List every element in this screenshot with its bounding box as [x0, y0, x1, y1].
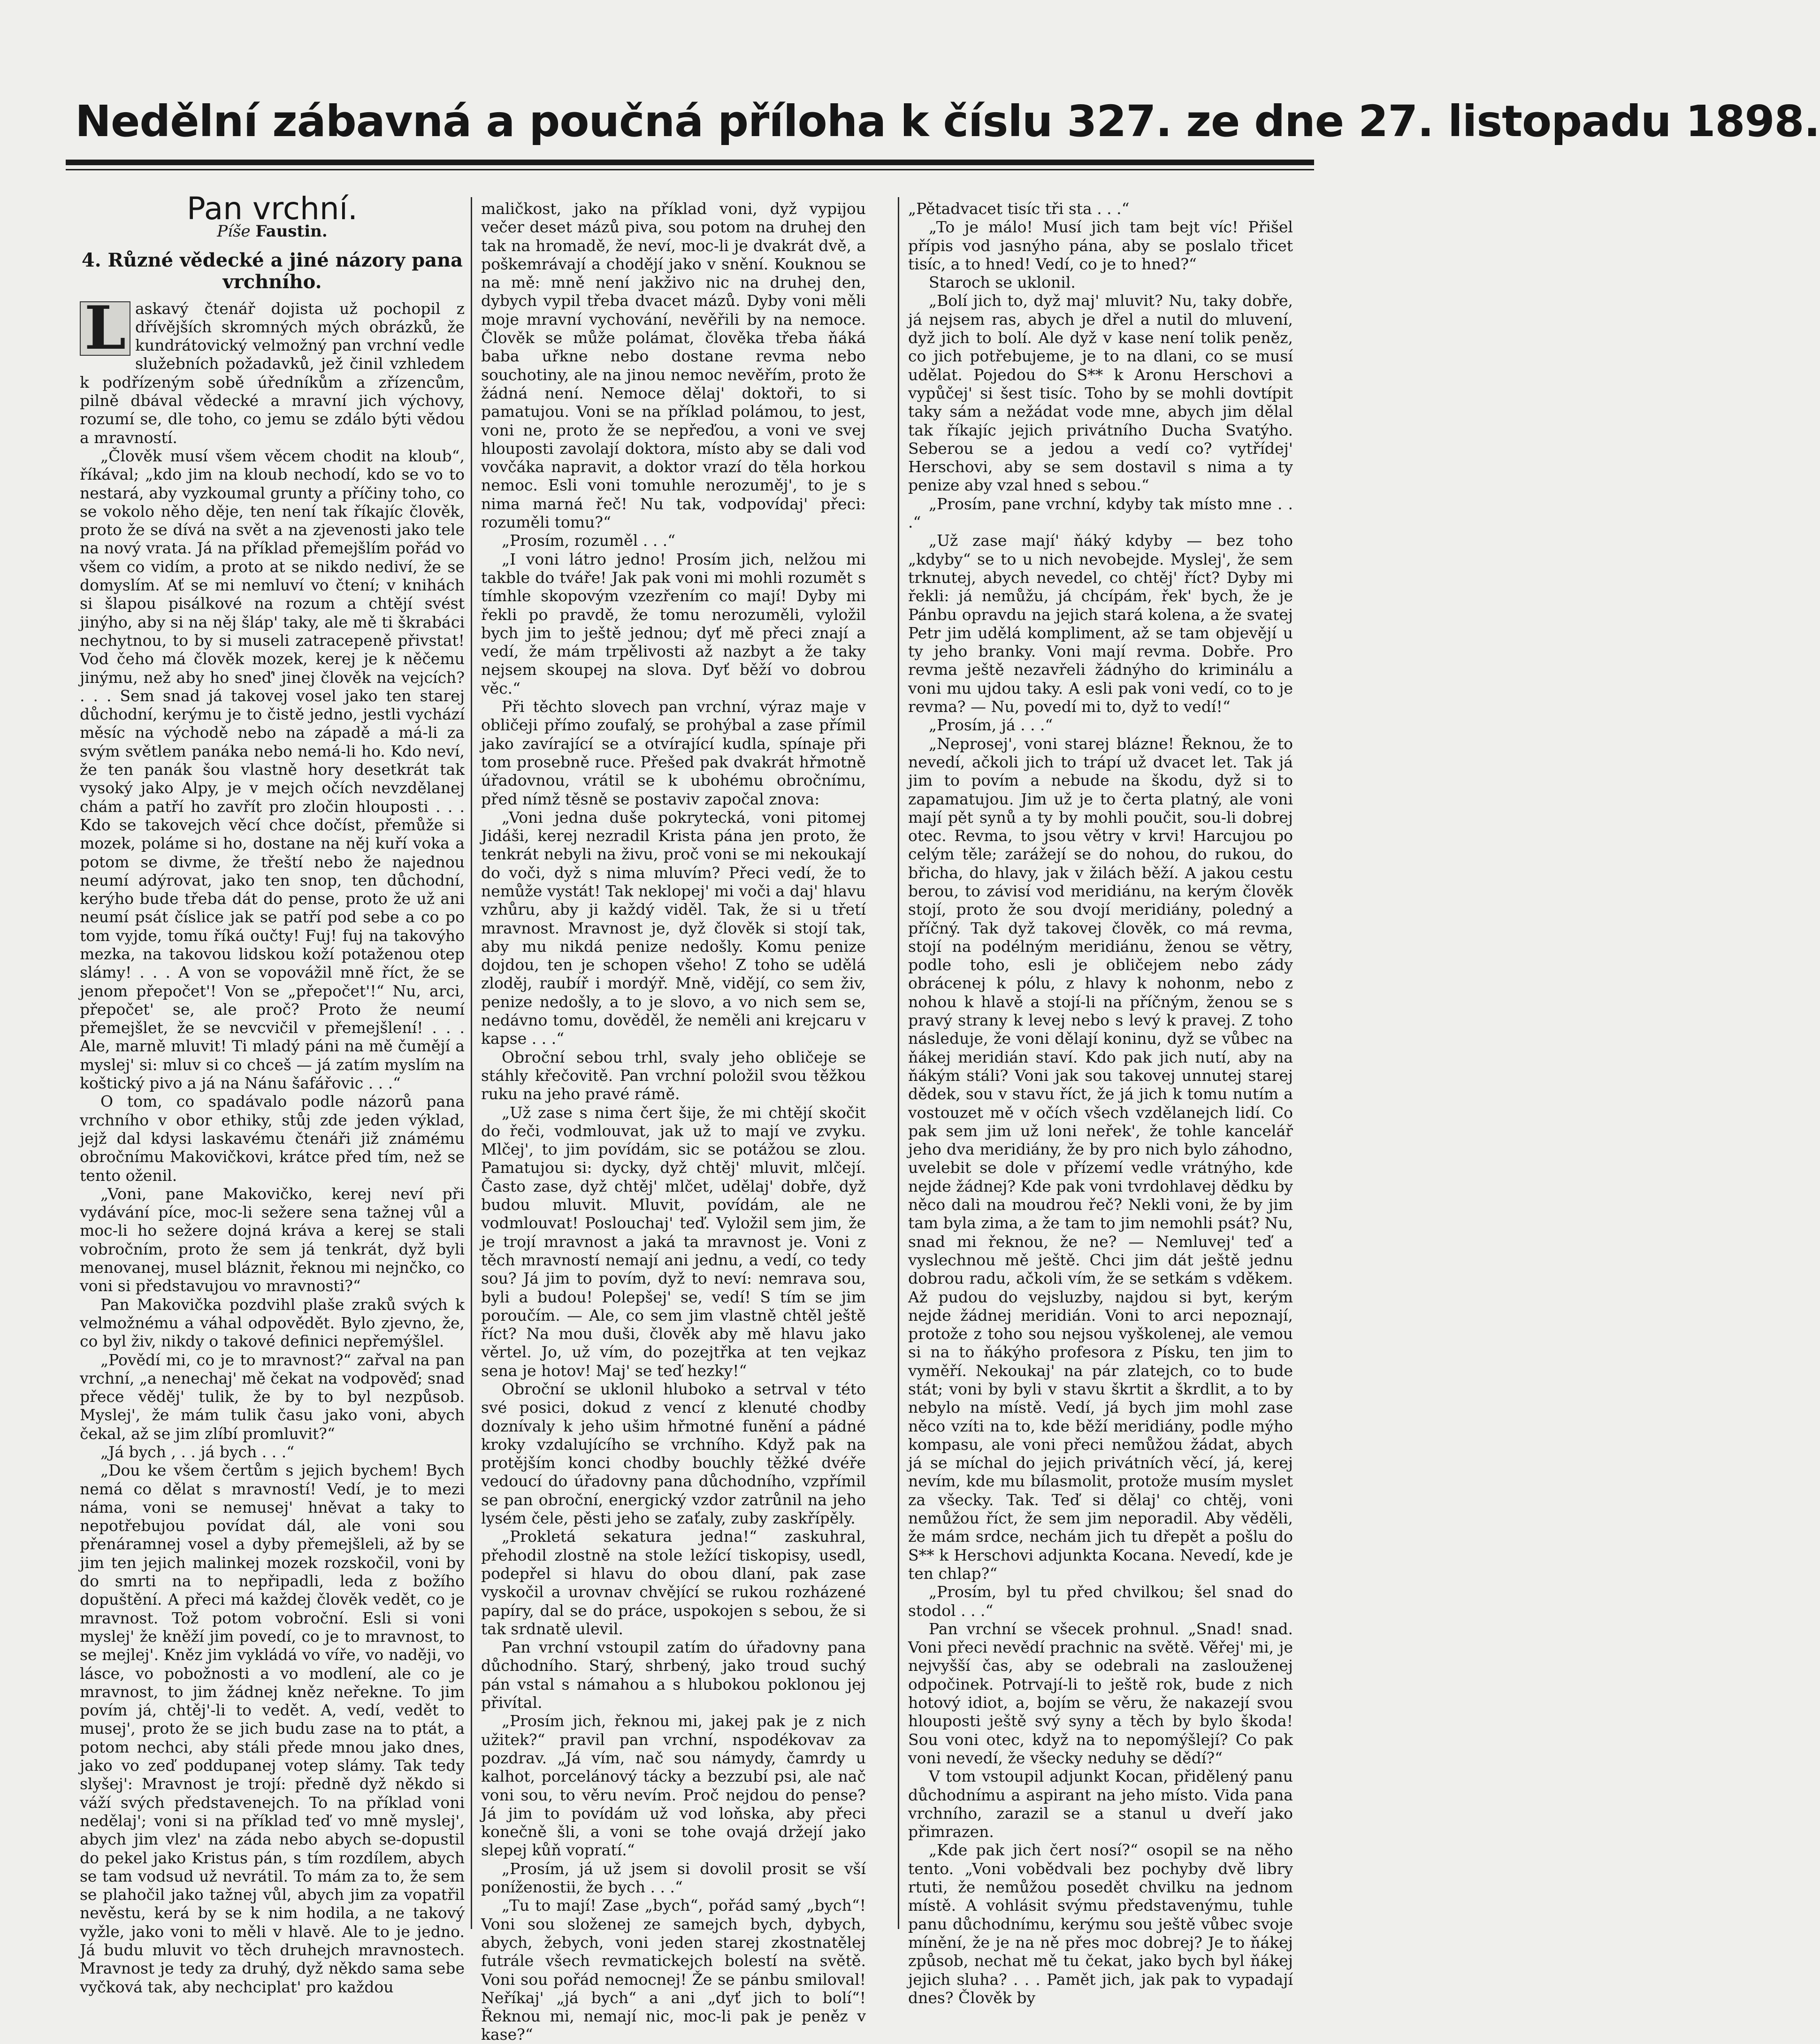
paragraph: „Prosím, rozuměl . . .“	[502, 531, 676, 550]
chapter-heading: 4. Různé vědecké a jiné názory pana vrchního.	[81, 249, 463, 293]
masthead: Nedělní zábavná a poučná příloha k číslu 327. ze dne 27. listopadu 1898.	[75, 96, 1820, 146]
column-3	[908, 199, 1293, 2007]
column-1	[80, 191, 465, 1996]
paragraph: „Bolí jich to, dyž maj' mluvit? Nu, taky dobře, já nejsem ras, abych je dřel a nutil do mluvení, dyž jich to bolí. Ale dyž v kase není tolik peněz, co jich potřebujeme, je to na dlani, co se musí udělat. Pojedou do S** k Aronu Herschovi a vypůčej' si šest tisíc. Toho by se mohli dovtípit taky sám a nežádat vode mne, abych jim dělal tak říkajíc jejich privátního Ducha Svatýho. Seberou se a jedou a vedí co? vytřídej' Herschovi, aby se sem dostavil s nima a ty penize aby vzal hned s sebou.“	[908, 291, 1293, 495]
masthead-rule-thick	[66, 160, 1314, 165]
byline-author: Faustin.	[255, 222, 328, 241]
article-title: Pan vrchní.	[186, 191, 358, 227]
drop-cap: L	[80, 301, 130, 356]
column-divider	[471, 197, 472, 1929]
paragraph: Pan Makovička pozdvihl plaše zraků svých k velmožnému a váhal odpovědět. Bylo zjevno, že, co byl živ, nikdy o takové definici nepřemýšlel.	[80, 1295, 465, 1351]
column-divider	[898, 197, 899, 1929]
paragraph: Pan vrchní se všecek prohnul. „Snad! snad. Voni přeci nevědí prachnic na světě. Věřej' mi, je nejvyšší čas, aby se odebrali na zaslouženej odpočinek. Potrvají-li to ještě rok, bude z nich hotový idiot, a, bojím se věru, že nakazejí svou hlouposti ještě svý syny a těch by bylo škoda! Sou voni otec, když na to nepomýšlejí? Co pak voni nevedí, že všecky neduhy se dědí?“	[908, 1619, 1293, 1767]
paragraph: „Tu to mají! Zase „bych“, pořád samý „bych“! Voni sou složenej ze samejch bych, dybych, abych, žebych, voni jeden starej zkostnatělej futrále všech revmatickejch bolestí na světě. Voni sou pořád nemocnej! Že se pánbu smiloval! Neříkaj' „já bych“ a ani „dyť jich to bolí“! Řeknou mi, nemají nic, moc-li pak je peněz v kase?“	[481, 1896, 866, 2044]
paragraph: Obroční se uklonil hluboko a setrval v této své posici, dokud z vencí z klenuté chodby doznívaly k jeho ušim hřmotné funění a pádné kroky vzdalujícího se vrchního. Když pak na protějším konci chodby bouchly těžké dvéře vedoucí do úřadovny pana důchodního, vzpřímil se pan obroční, energický vzdor zatrůnil na jeho lysém čele, pěsti jeho se zaťaly, zuby zaskřípěly.	[481, 1380, 866, 1528]
paragraph: maličkost, jako na příklad voni, dyž vypijou večer deset mázů piva, sou potom na druhej den tak na hromadě, že neví, moc-li je dvakrát dvě, a poškemrávají a chodějí jako v snění. Kouknou se na mě: mně není jakživo nic na druhej den, dybych vypil třeba dvacet mázů. Dyby voni měli moje mravní vychování, nevěřili by na nemoce. Člověk se může polámat, člověka třeba ňáká baba uřkne nebo dostane revma nebo souchotiny, ale na jinou nemoc nevěřím, proto že žádná není. Nemoce dělaj' doktoři, to si pamatujou. Voni se na příklad polámou, to jest, voni ne, proto že se nepřeďou, a voni ve svej hlouposti zavolají doktora, místo aby se dali vod vovčáka napravit, a doktor vrazí do těla horkou nemoc. Esli voni tomuhle nerozuměj', to je s nima marná řeč! Nu tak, vodpovídaj' přeci: rozuměli tomu?“	[481, 199, 866, 532]
paragraph: „Prokletá sekatura jedna!“ zaskuhral, přehodil zlostně na stole ležící tiskopisy, usedl, podepřel si hlavu do obou dlaní, pak zase vyskočil a urovnav chvějící se rukou rozházené papíry, dal se do práce, uspokojen s sebou, že si tak srdnatě ulevil.	[481, 1527, 866, 1638]
paragraph: „Voni jedna duše pokrytecká, voni pitomej Jidáši, kerej nezradil Krista pána jen proto, že tenkrát nebyli na živu, proč voni se mi nekoukají do voči, dyž s nima mluvím? Přeci vedí, že to nemůže vystát! Tak neklopej' mi voči a daj' hlavu vzhůru, aby ji každý viděl. Tak, že si u třetí mravnost. Mravnost je, dyž člověk si stojí tak, aby mu nikdá penize nedošly. Komu penize dojdou, ten je schopen všeho! Z toho se udělá zloděj, raubíř i mordýř. Mně, vidějí, co sem živ, penize nedošly, a to je slovo, a vo nich sem se, nedávno tomu, dověděl, že neměli ani krejcaru v kapse . . .“	[481, 808, 866, 1048]
paragraph: „Kde pak jich čert nosí?“ osopil se na něho tento. „Voni vobědvali bez pochyby dvě libry rtuti, že nemůžou posedět chvilku na jednom místě. A vohlásit svýmu představenýmu, tuhle panu důchodnímu, kerýmu sou ještě vůbec svoje mínění, že je na ně přes moc dobrej? Je to ňákej způsob, nechat mě tu čekat, jako bych byl ňákej jejich sluha? . . . Pamět jich, jak pak to vypadají dnes? Člověk by	[908, 1841, 1293, 2007]
paragraph: Staroch se uklonil.	[929, 273, 1076, 292]
paragraph: „Prosím, já . . .“	[929, 716, 1053, 735]
article-byline	[80, 222, 465, 241]
paragraph: „Prosím, pane vrchní, kdyby tak místo mne . . .“	[908, 494, 1293, 532]
paragraph: „Prosím, já už jsem si dovolil prosit se vší poníženostii, že bych . . .“	[481, 1859, 866, 1897]
paragraph: O tom, co spadávalo podle názorů pana vrchního v obor ethiky, stůj zde jeden výklad, jejž dal kdysi laskavému čtenáři již známému obročnímu Makovičkovi, krátce před tím, než se tento oženil.	[80, 1092, 465, 1185]
paragraph: „I voni látro jedno! Prosím jich, nelžou mi takble do tváře! Jak pak voni mi mohli rozumět s tímhle skopovým vzezřením co mají! Dyby mi řekli po pravdě, že tomu nerozuměli, vyložil bych jim to ještě jednou; dyť mě přeci znají a vedí, že mám trpělivosti až nazbyt a že taky nejsem skoupej na slova. Dyť běží vo dobrou věc.“	[481, 550, 866, 697]
paragraph: „Voni, pane Makovičko, kerej neví při vydávání píce, moc-li sežere sena tažnej vůl a moc-li ho sežere dojná kráva a kerej se stali vobročním, proto že sem já tenkrát, dyž byli menovanej, musel bláznit, řeknou mi nejnčko, co voni si představujou vo mravnosti?“	[80, 1184, 465, 1295]
paragraph: „Pětadvacet tisíc tři sta . . .“	[908, 199, 1130, 218]
paragraph: „Dou ke všem čertům s jejich bychem! Bych nemá co dělat s mravností! Vedí, je to mezi náma, voni se nemusej' hněvat a taky to nepotřebujou povídat dál, ale voni sou přenáramnej vosel a dyby přemejšleli, až by se jim ten jejich malinkej mozek rozskočil, voni by do smrti na to nepřipadli, leda z božího dopuštění. A přeci má každej člověk vedět, co je mravnost. Tož potom vobroční. Esli si voni myslej' že kněží jim povedí, co je to mravnost, to se mejlej'. Kněz jim vykládá vo víře, vo naději, vo lásce, vo pobožnosti a vo modlení, ale co je mravnost, to jim žádnej kněz neřekne. To jim povím já, chtěj'-li to vedět. A, vedí, vedět to musej', proto že se jich budu zase na to ptát, a potom nechci, aby stáli přede mnou jako dnes, jako vo zeď poddupanej votep slámy. Tak tedy slyšej': Mravnost je trojí: předně dyž někdo si váží svých představenejch. To na příklad voni nedělaj'; voni si na příklad teď vo mně myslej', abych jim vlez' na záda nebo abych se-dopustil do pekel jako Kristus pán, s tím rozdílem, abych se tam vodsud už nevrátil. To mám za to, že sem se plahočil jako tažnej vůl, abych jim za vopatřil nevěstu, kerá by se k nim hodila, a ne takový vyžle, jako voni to měli v hlavě. Ale to je jedno. Já budu mluvit vo těch druhejch mravnostech. Mravnost je tedy za druhý, dyž někdo sama sebe vyčková tak, aby nechciplat' pro každou	[80, 1461, 465, 1996]
paragraph: Pan vrchní vstoupil zatím do úřadovny pana důchodního. Starý, shrbený, jako troud suchý pán vstal s námahou a s hlubokou poklonou jej přivítal.	[481, 1638, 866, 1712]
byline-prefix: Píše	[217, 222, 251, 241]
paragraph: „Prosím jich, řeknou mi, jakej pak je z nich užitek?“ pravil pan vrchní, nspodékovav za pozdrav. „Já vím, nač sou námydy, čamrdy u kalhot, porcelánový tácky a bezzubí psi, ale nač voni sou, to věru nevím. Proč nejdou do pense? Já jim to povídám už vod loňska, aby přeci konečně šli, a voni se tohe ovajá držejí jako slepej kůň vopratí.“	[481, 1712, 866, 1860]
paragraph: Při těchto slovech pan vrchní, výraz maje v obličeji přímo zoufalý, se prohýbal a zase přímil jako zavírající se a otvírající kudla, spínaje při tom prosebně ruce. Přešed pak dvakrát hřmotně úřadovnou, vrátil se k ubohému obročnímu, před nímž těsně se postaviv započal znova:	[481, 697, 866, 808]
paragraph: „Prosím, byl tu před chvilkou; šel snad do stodol . . .“	[908, 1583, 1293, 1620]
paragraph: „Povědí mi, co je to mravnost?“ zařval na pan vrchní, „a nenechaj' mě čekat na vodpověď; snad přece věděj' tulik, že by to byl nezpůsob. Myslej', že mám tulik času jako voni, abych čekal, až se jim zlíbí promluvit?“	[80, 1350, 465, 1443]
paragraph: „Už zase mají' ňáký kdyby — bez toho „kdyby“ se to u nich nevobejde. Myslej', že sem trknutej, abych nevedel, co chtěj' říct? Dyby mi řekli: já nemůžu, já chcípám, řek' bych, že je Pánbu opravdu na jejich stará kolena, a že svatej Petr jim udělá kompliment, až se tam objevějí u ty jeho branky. Voni mají revma. Dobře. Pro revma ještě nezavřeli žádnýho do kriminálu a voni mu ujdou taky. A esli pak voni vedí, co to je revma? — Nu, povedí mi to, dyž to vedí!“	[908, 531, 1293, 716]
paragraph: askavý čtenář dojista už pochopil z dřívějších skromných mých obrázků, že kundrátovický velmožný pan vrchní vedle služebních požadavků, jež činil vzhledem k podřízeným sobě úředníkům a zřízencům, pilně dbával vědecké a mravní jich výchovy, rozumí se, dle toho, co jemu se zdálo býti vědou a mravností.	[80, 299, 465, 447]
paragraph: V tom vstoupil adjunkt Kocan, přidělený panu důchodnímu a aspirant na jeho místo. Vida pana vrchního, zarazil se a stanul u dveří jako přimrazen.	[908, 1767, 1293, 1841]
paragraph: „Já bych , . . já bych . . .“	[100, 1443, 295, 1461]
paragraph: Obroční sebou trhl, svaly jeho obličeje se stáhly křečovitě. Pan vrchní položil svou těžkou ruku na jeho pravé rámě.	[481, 1048, 866, 1103]
paragraph: „Člověk musí všem věcem chodit na kloub“, říkával; „kdo jim na kloub nechodí, kdo se vo to nestará, aby vyzkoumal grunty a příčiny toho, co se vokolo něho děje, ten není tak říkajíc člověk, proto že se dívá na svět a na zjevenosti jako tele na nový vrata. Já na příklad přemejšlím pořád vo všem co vidím, a proto at se nikdo nediví, že se domyslím. Ať se mi nemluví vo čtení; v knihách si šlapou pisálkové na rozum a chtějí svést jinýho, aby si na něj šláp' taky, ale mě ti škrabáci nechytnou, to by si museli zatracepeně přivstat! Vod čeho má člověk mozek, kerej je k něčemu jinýmu, než aby ho sneď' jinej člověk na vejcích? . . . Sem snad já takovej vosel jako ten starej důchodní, kerýmu je to čistě jedno, jestli vychází měsíc na východě nebo na západě a má-li za svým světlem panáka nebo nemá-li ho. Kdo neví, že ten panák šou vlastně hory desetkrát tak vysoký jako Alpy, je v mejch očích nevzdělanej chám a patří ho zavřít pro zločin hlouposti . . . Kdo se takovejch věcí chce dočíst, přemůže si mozek, poláme si ho, dostane na něj kuří voka a potom se divme, že třeští nebo že najednou neumí adýrovat, jako ten snop, ten důchodní, kerýho bude třeba dát do pense, proto že už ani neumí psát číslice jak se patří pod sebe a co po tom vyjde, tomu říká oučty! Fuj! fuj na takovýho mezka, na takovou lidskou koží potaženou otep slámy! . . . A von se vopovážil mně říct, že se jenom přepočet'! Von se „přepočet'!“ Nu, arci, přepočet' se, ale proč? Proto že neumí přemejšlet, že se nevcvičil v přemejšlení! . . . Ale, marně mluvit! Ti mladý páni na mě čumějí a myslej' si: mluv si co chceš — já zatím myslím na koštický pivo a já na Nánu šafářovic . . .“	[80, 446, 465, 1093]
column-2	[481, 199, 866, 2044]
paragraph: „Už zase s nima čert šije, že mi chtějí skočit do řeči, vodmlouvat, jak už to mají ve zvyku. Mlčej', to jim povídám, sic se potážou se zlou. Pamatujou si: dycky, dyž chtěj' mluvit, mlčejí. Často zase, dyž chtěj' mlčet, udělaj' dobře, dyž budou mluvit. Mluvit, povídám, ale ne vodmlouvat! Poslouchaj' teď. Vyložil sem jim, že je trojí mravnost a jaká ta mravnost je. Voni z těch mravností nemají ani jednu, a vedí, co tedy sou? Já jim to povím, dyž to neví: nemrava sou, byli a budou! Polepšej' se, vedí! S tím se jim poroučím. — Ale, co sem jim vlastně chtěl ještě říct? Na mou duši, člověk aby mě hlavu jako věrtel. Jo, už vím, do pozejtřka at ten vejkaz sena je hotov! Maj' se teď hezky!“	[481, 1103, 866, 1380]
paragraph: „To je málo! Musí jich tam bejt víc! Přišel přípis vod jasnýho pána, aby se poslalo třicet tisíc, a to hned! Vedí, co je to hned?“	[908, 218, 1293, 273]
paragraph: „Neprosej', voni starej blázne! Řeknou, že to nevedí, ačkoli jich to trápí už dvacet let. Tak já jim to povím a nebude na škodu, dyž si to zapamatujou. Jim už je to čerta platný, ale voni mají pět synů a ty by mohli poučit, sou-li dobrej otec. Revma, to jsou větry v krvi! Harcujou po celým těle; zarážejí se do nohou, do rukou, do břicha, do hlavy, jak v žilách běží. A jakou cestu berou, to závisí vod meridiánu, na kerým člověk stojí, proto že sou dvojí meridiány, poledný a příčný. Tak dyž takovej člověk, co má revma, stojí na podélným meridiánu, ženou se větry, podle toho, esli je obličejem nebo zády obrácenej k pólu, z hlavy k nohonm, nebo z nohou k hlavě a stojí-li na příčným, ženou se s pravý strany k levej nebo s levý k pravej. Z toho následuje, že voni dělají koninu, dyž se vůbec na ňákej meridián staví. Kdo pak jich nutí, aby na ňákým stáli? Voni jak sou takovej unnutej starej dědek, sou v stavu říct, že já jich k tomu nutím a vostouzet mě v očích všech vzdělanejch lidí. Co pak sem jim už loni neřek', že tohle kancelář jeho dva meridiány, že by pro nich bylo záhodno, uvelebit se dole v přízemí vedle vrátnýho, kde nejde žádnej? Kde pak voni tvrdohlavej dědku by něco dali na moudrou řeč? Nekli voni, že by jim tam byla zima, a že tam to jim nemohli psát? Nu, snad mi řeknou, že ne? — Nemluvej' teď a vyslechnou mě ještě. Chci jim dát ještě jednu dobrou radu, ačkoli vím, že se setkám s vděkem. Až pudou do vejsluzby, najdou si byt, kerým nejde žádnej meridián. Voni to arci nepoznají, protože z toho sou nejsou vyškolenej, ale vemou si na to ňákýho profesora z Písku, ten jim to vyměří. Nekoukaj' na pár zlatejch, co to bude stát; voni by byli v stavu škrtit a škrdlit, a to by nebylo na místě. Vedí, já bych jim mohl zase něco vzíti na to, kde běží meridiány, podle mýho kompasu, ale voni přeci nemůžou žádat, abych já se míchal do jejich privátních věcí, já, kerej nevím, kde mu bílasmolit, protože musím myslet za všecky. Tak. Teď si dělaj' co chtěj, voni nemůžou říct, že sem jim neporadil. Aby věděli, že mám srdce, nechám jich tu dřepět a pošlu do S** k Herschovi adjunkta Kocana. Nevedí, kde je ten chlap?“	[908, 734, 1293, 1583]
masthead-rule-thin	[66, 169, 1314, 170]
